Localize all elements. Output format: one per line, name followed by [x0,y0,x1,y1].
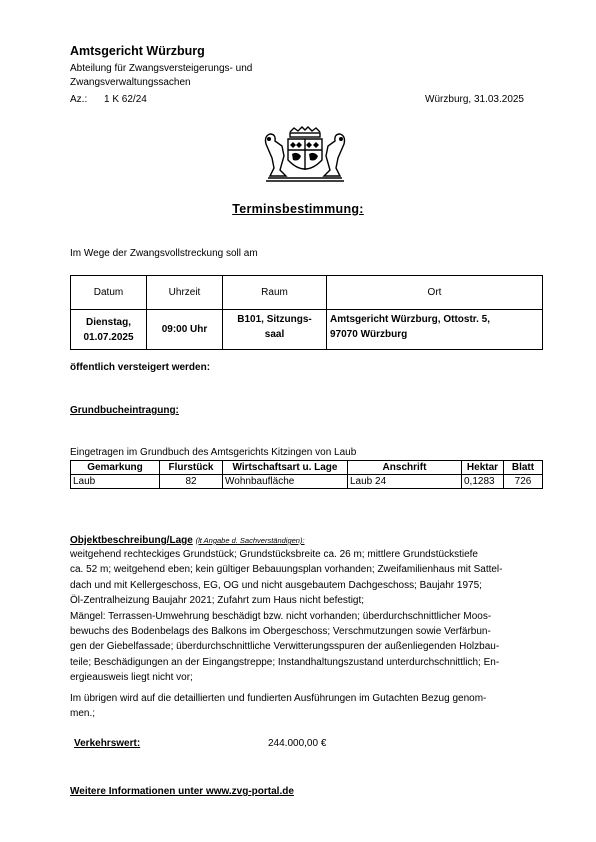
description-line: weitgehend rechteckiges Grundstück; Grundstücksbreite ca. 26 m; mittlere Grundstückstiefe [70,549,478,560]
market-value-label: Verkehrswert: [74,738,141,749]
description-line: teile; Beschädigungen an der Eingangstreppe; Instandhaltungszustand unterdurchschnittlich; En- [70,656,500,668]
description-line: ergieausweis liegt nicht vor; [70,672,193,684]
column-header-blatt: Blatt [504,461,543,475]
place-line-1: Amtsgericht Würzburg, Ottostr. 5, [330,314,491,325]
land-register-intro: Eingetragen im Grundbuch des Amtsgerichts Kitzingen von Laub [70,447,357,458]
description-line: bewuchs des Bodenbelags des Balkons im Obergeschoss; Verschmutzungen sowie Verfärbun- [70,626,491,638]
reference-note [70,691,546,722]
department-name: Abteilung für Zwangsversteigerungs- und Zwangsverwaltungssachen [70,63,253,88]
column-header-room: Raum [223,276,327,310]
appointment-table [70,275,543,350]
appointment-place [327,310,543,350]
column-header-hektar: Hektar [462,461,504,475]
object-heading-note: (lt Angabe d. Sachverständigen): [195,536,305,545]
weekday: Dienstag, [85,316,131,328]
cell-wirtschaftsart: Wohnbaufläche [223,475,348,489]
object-heading-text: Objektbeschreibung/Lage [70,535,193,546]
reference-line: Im übrigen wird auf die detaillierten und fundierten Ausführungen im Gutachten Bezug genom- [70,693,487,704]
court-name: Amtsgericht Würzburg [70,44,205,58]
description-line: Mängel: Terrassen-Umwehrung beschädigt bzw. nicht vorhanden; überdurchschnittlicher Moos- [70,610,492,622]
cell-flurstueck: 82 [160,475,223,489]
table-row [71,475,543,489]
description-line: dach und mit Kellergeschoss, EG, OG und nicht ausgebautem Dachgeschoss; Baujahr 1975; [70,579,482,591]
land-register-table [70,460,543,489]
date: 01.07.2025 [83,331,134,343]
intro-text: Im Wege der Zwangsvollstreckung soll am [70,248,258,259]
description-line: ca. 52 m; weitgehend eben; kein gültiger Bebauungsplan vorhanden; Zweifamilienhaus mit Sattel- [70,564,503,576]
place-date: Würzburg, 31.03.2025 [425,94,524,105]
column-header-place: Ort [327,276,543,310]
object-description-heading [70,535,305,546]
cell-hektar: 0,1283 [462,475,504,489]
column-header-wirtschaftsart: Wirtschaftsart u. Lage [223,461,348,475]
column-header-anschrift: Anschrift [348,461,462,475]
reference-line: men.; [70,708,96,720]
description-line: Öl-Zentralheizung Baujahr 2021; Zufahrt zum Haus nicht befestigt; [70,595,365,607]
place-line-2: 97070 Würzburg [330,329,408,340]
column-header-gemarkung: Gemarkung [71,461,160,475]
cell-gemarkung: Laub [71,475,160,489]
column-header-date: Datum [71,276,147,310]
document-title: Terminsbestimmung: [232,202,364,216]
file-number-label: Az.: [70,94,88,105]
room-line-1: B101, Sitzungs- [237,314,312,325]
cell-anschrift: Laub 24 [348,475,462,489]
appointment-date [71,310,147,350]
appointment-room [223,310,327,350]
land-register-heading: Grundbucheintragung: [70,405,179,416]
file-number: 1 K 62/24 [104,94,147,105]
market-value-amount: 244.000,00 € [268,738,327,749]
appointment-time: 09:00 Uhr [147,310,223,350]
column-header-flurstueck: Flurstück [160,461,223,475]
description-line: gen der Giebelfassade; überdurchschnittliche Verwitterungsspuren der außenliegenden Holzbau- [70,641,500,653]
more-info-link[interactable]: Weitere Informationen unter www.zvg-portal.de [70,786,294,797]
column-header-time: Uhrzeit [147,276,223,310]
bavarian-coat-of-arms [260,126,350,184]
object-description [70,547,546,686]
auction-statement: öffentlich versteigert werden: [70,362,211,373]
cell-blatt: 726 [504,475,543,489]
room-line-2: saal [264,329,285,340]
